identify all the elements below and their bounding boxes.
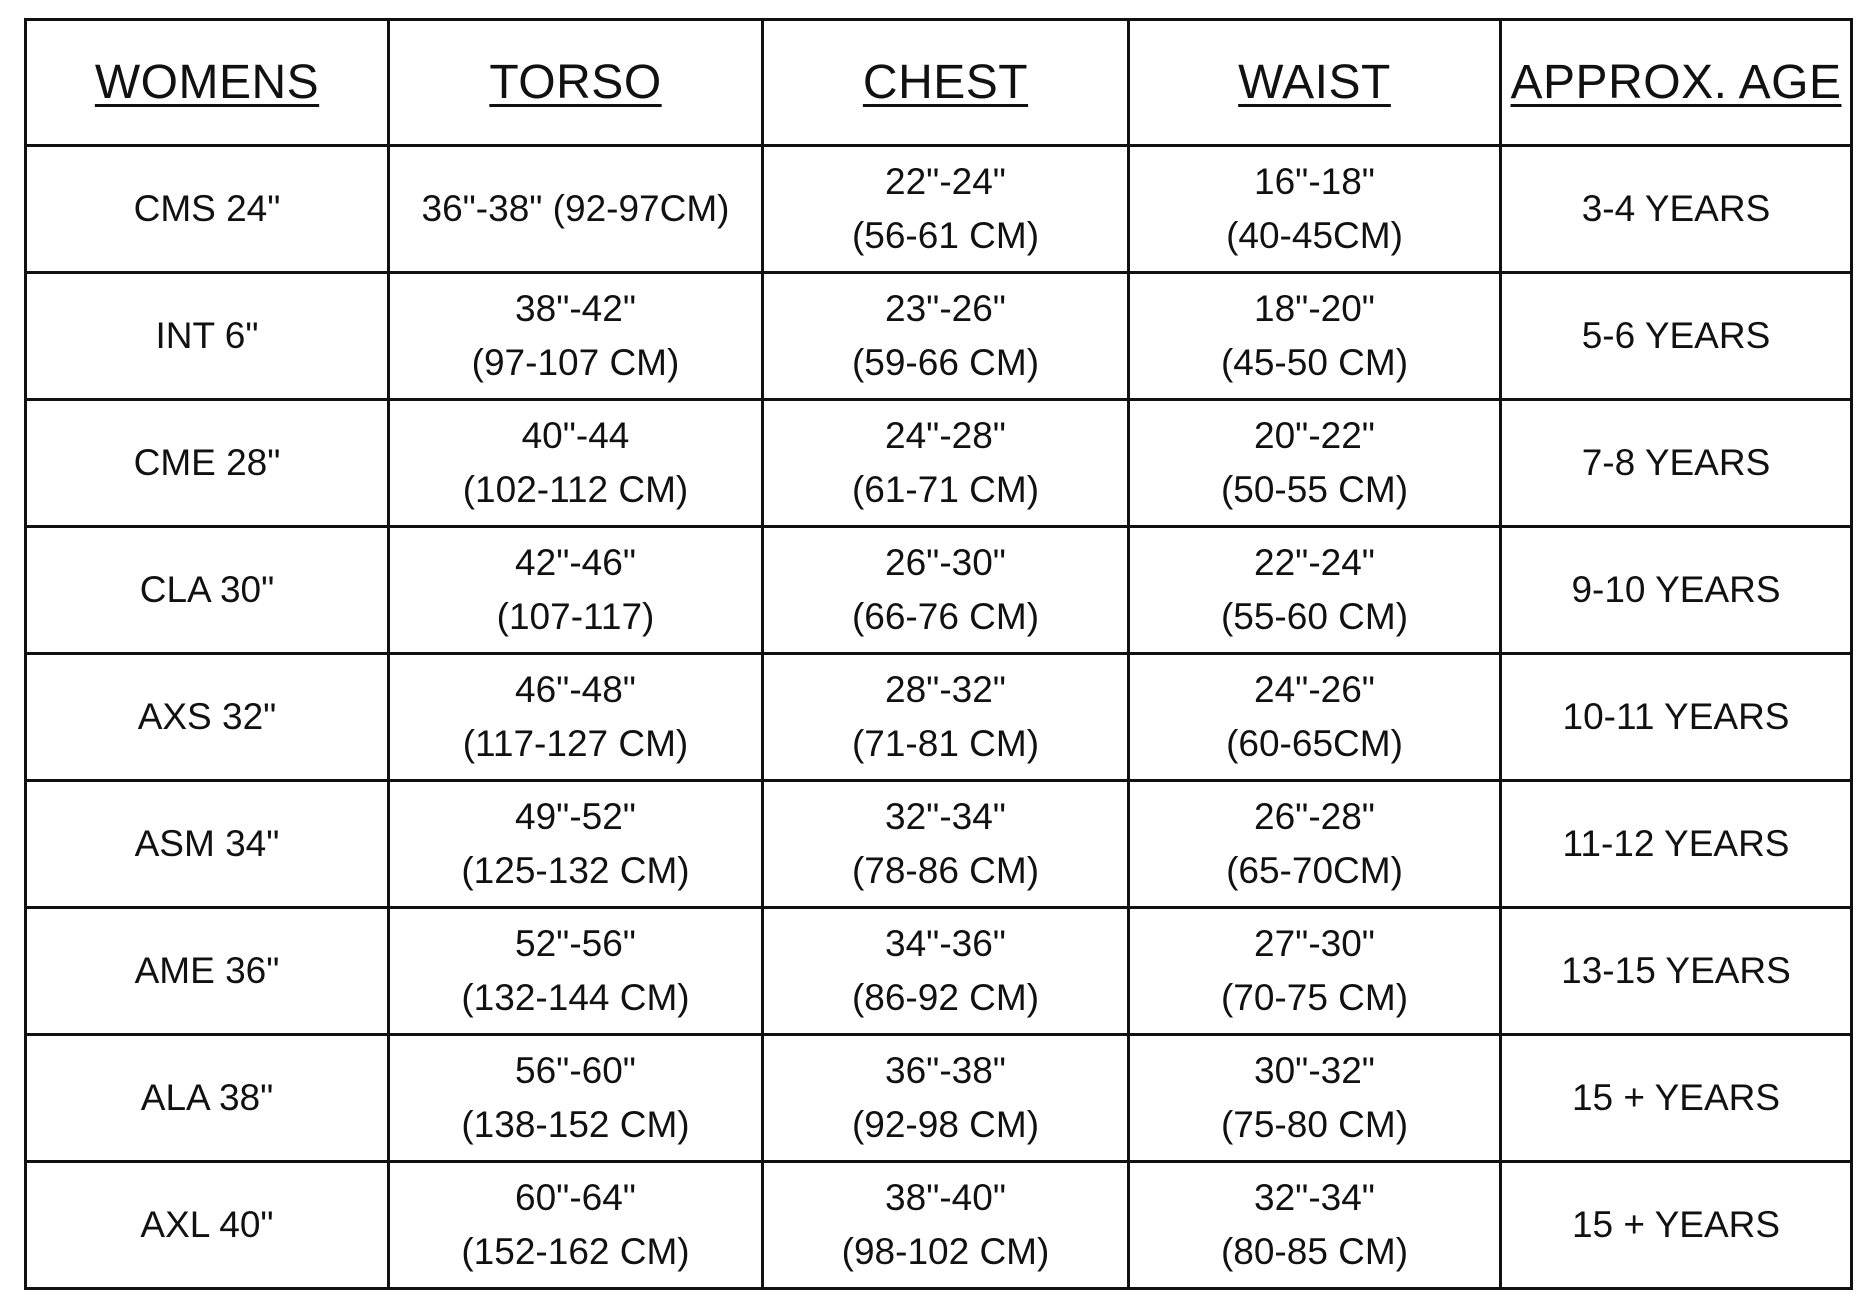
header-chest: CHEST [763, 20, 1129, 146]
age-cell: 10-11 YEARS [1501, 654, 1852, 781]
age-cell: 5-6 YEARS [1501, 273, 1852, 400]
size-cell: CMS 24" [26, 146, 389, 273]
table-row [26, 527, 1852, 654]
chest-cell: 23"-26" (59-66 CM) [763, 273, 1129, 400]
chest-cell: 22"-24" (56-61 CM) [763, 146, 1129, 273]
waist-cell: 32"-34" (80-85 CM) [1129, 1162, 1501, 1289]
torso-cell: 36"-38" (92-97CM) [389, 146, 763, 273]
size-cell: CME 28" [26, 400, 389, 527]
size-cell: AME 36" [26, 908, 389, 1035]
chest-cell: 32"-34" (78-86 CM) [763, 781, 1129, 908]
waist-cell: 27"-30" (70-75 CM) [1129, 908, 1501, 1035]
chest-cell: 24"-28" (61-71 CM) [763, 400, 1129, 527]
size-cell: INT 6" [26, 273, 389, 400]
chest-cell: 38"-40" (98-102 CM) [763, 1162, 1129, 1289]
table-row [26, 400, 1852, 527]
size-cell: AXL 40" [26, 1162, 389, 1289]
chest-cell: 36"-38" (92-98 CM) [763, 1035, 1129, 1162]
age-cell: 11-12 YEARS [1501, 781, 1852, 908]
torso-cell: 40"-44 (102-112 CM) [389, 400, 763, 527]
size-chart-body [26, 146, 1852, 1289]
table-row [26, 654, 1852, 781]
waist-cell: 16"-18" (40-45CM) [1129, 146, 1501, 273]
age-cell: 7-8 YEARS [1501, 400, 1852, 527]
header-womens: WOMENS [26, 20, 389, 146]
size-cell: ALA 38" [26, 1035, 389, 1162]
waist-cell: 22"-24" (55-60 CM) [1129, 527, 1501, 654]
chest-cell: 34"-36" (86-92 CM) [763, 908, 1129, 1035]
torso-cell: 56"-60" (138-152 CM) [389, 1035, 763, 1162]
size-cell: CLA 30" [26, 527, 389, 654]
size-cell: ASM 34" [26, 781, 389, 908]
torso-cell: 60"-64" (152-162 CM) [389, 1162, 763, 1289]
waist-cell: 20"-22" (50-55 CM) [1129, 400, 1501, 527]
torso-cell: 46"-48" (117-127 CM) [389, 654, 763, 781]
table-row [26, 1035, 1852, 1162]
age-cell: 15 + YEARS [1501, 1035, 1852, 1162]
table-row [26, 273, 1852, 400]
table-row [26, 1162, 1852, 1289]
torso-cell: 42"-46" (107-117) [389, 527, 763, 654]
table-row [26, 781, 1852, 908]
waist-cell: 30"-32" (75-80 CM) [1129, 1035, 1501, 1162]
waist-cell: 18"-20" (45-50 CM) [1129, 273, 1501, 400]
size-chart-header [26, 20, 1852, 146]
age-cell: 3-4 YEARS [1501, 146, 1852, 273]
header-approx-age: APPROX. AGE [1501, 20, 1852, 146]
torso-cell: 49"-52" (125-132 CM) [389, 781, 763, 908]
chest-cell: 26"-30" (66-76 CM) [763, 527, 1129, 654]
age-cell: 15 + YEARS [1501, 1162, 1852, 1289]
age-cell: 13-15 YEARS [1501, 908, 1852, 1035]
age-cell: 9-10 YEARS [1501, 527, 1852, 654]
table-row [26, 908, 1852, 1035]
chest-cell: 28"-32" (71-81 CM) [763, 654, 1129, 781]
size-chart-table [24, 18, 1853, 1290]
torso-cell: 52"-56" (132-144 CM) [389, 908, 763, 1035]
header-torso: TORSO [389, 20, 763, 146]
waist-cell: 26"-28" (65-70CM) [1129, 781, 1501, 908]
table-row [26, 146, 1852, 273]
header-row [26, 20, 1852, 146]
torso-cell: 38"-42" (97-107 CM) [389, 273, 763, 400]
waist-cell: 24"-26" (60-65CM) [1129, 654, 1501, 781]
size-cell: AXS 32" [26, 654, 389, 781]
header-waist: WAIST [1129, 20, 1501, 146]
